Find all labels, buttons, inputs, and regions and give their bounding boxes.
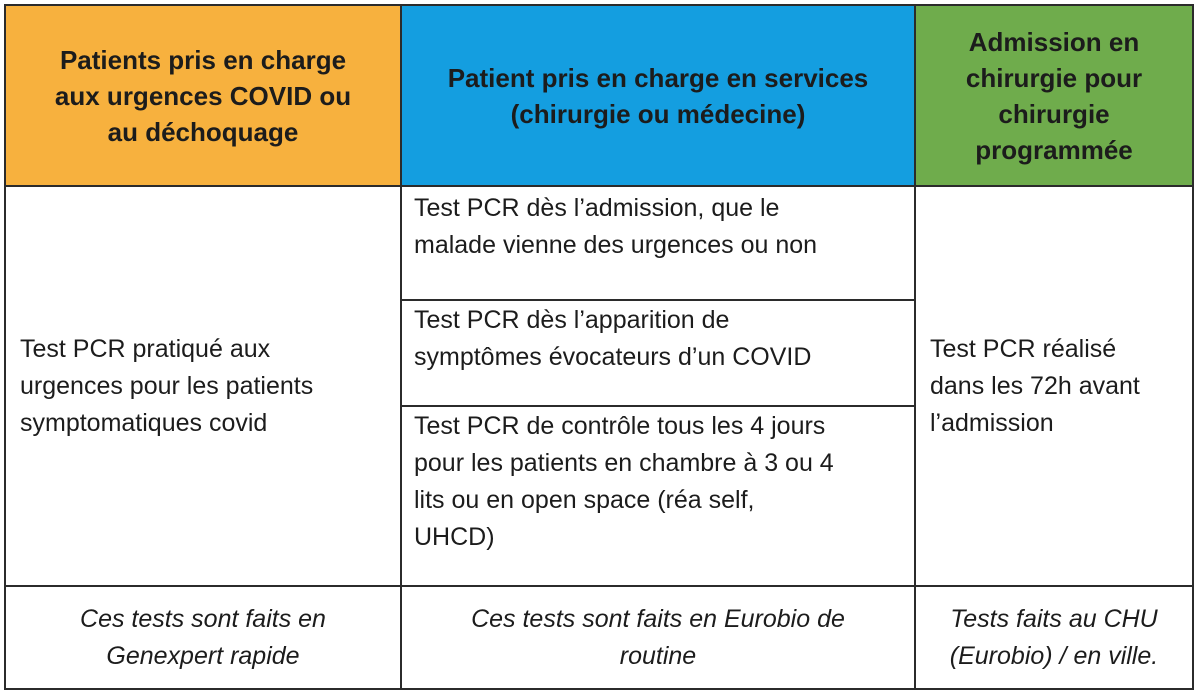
footer-urgences-text: Ces tests sont faits en Genexpert rapide <box>80 604 326 670</box>
cell-urgences-body <box>6 187 402 587</box>
cell-services-controle <box>402 407 916 587</box>
footer-urgences <box>6 587 402 688</box>
header-urgences-text: Patients pris en charge aux urgences COVID ou au déchoquage <box>54 44 352 147</box>
cell-services-admission-text: Test PCR dès l’admission, que le malade vienne des urgences ou non <box>414 194 818 259</box>
header-services-text: Patient pris en charge en services (chirurgie ou médecine) <box>447 62 869 129</box>
header-chirurgie-programmee-text: Admission en chirurgie pour chirurgie programmée <box>965 26 1143 165</box>
cell-urgences-body-text: Test PCR pratiqué aux urgences pour les patients symptomatiques covid <box>20 334 314 437</box>
footer-services <box>402 587 916 688</box>
footer-chirurgie <box>916 587 1192 688</box>
cell-services-controle-text: Test PCR de contrôle tous les 4 jours pour les patients en chambre à 3 ou 4 lits ou en open space (réa self, UHCD) <box>414 412 834 551</box>
cell-services-symptomes-text: Test PCR dès l’apparition de symptômes évocateurs d’un COVID <box>414 306 812 371</box>
pcr-testing-table <box>4 4 1194 690</box>
cell-chirurgie-body-text: Test PCR réalisé dans les 72h avant l’admission <box>930 334 1140 437</box>
cell-services-symptomes <box>402 301 916 407</box>
cell-services-admission <box>402 187 916 301</box>
footer-chirurgie-text: Tests faits au CHU (Eurobio) / en ville. <box>949 604 1159 670</box>
cell-chirurgie-body <box>916 187 1192 587</box>
header-urgences <box>6 6 402 187</box>
header-services <box>402 6 916 187</box>
footer-services-text: Ces tests sont faits en Eurobio de routine <box>471 604 845 670</box>
header-chirurgie-programmee <box>916 6 1192 187</box>
